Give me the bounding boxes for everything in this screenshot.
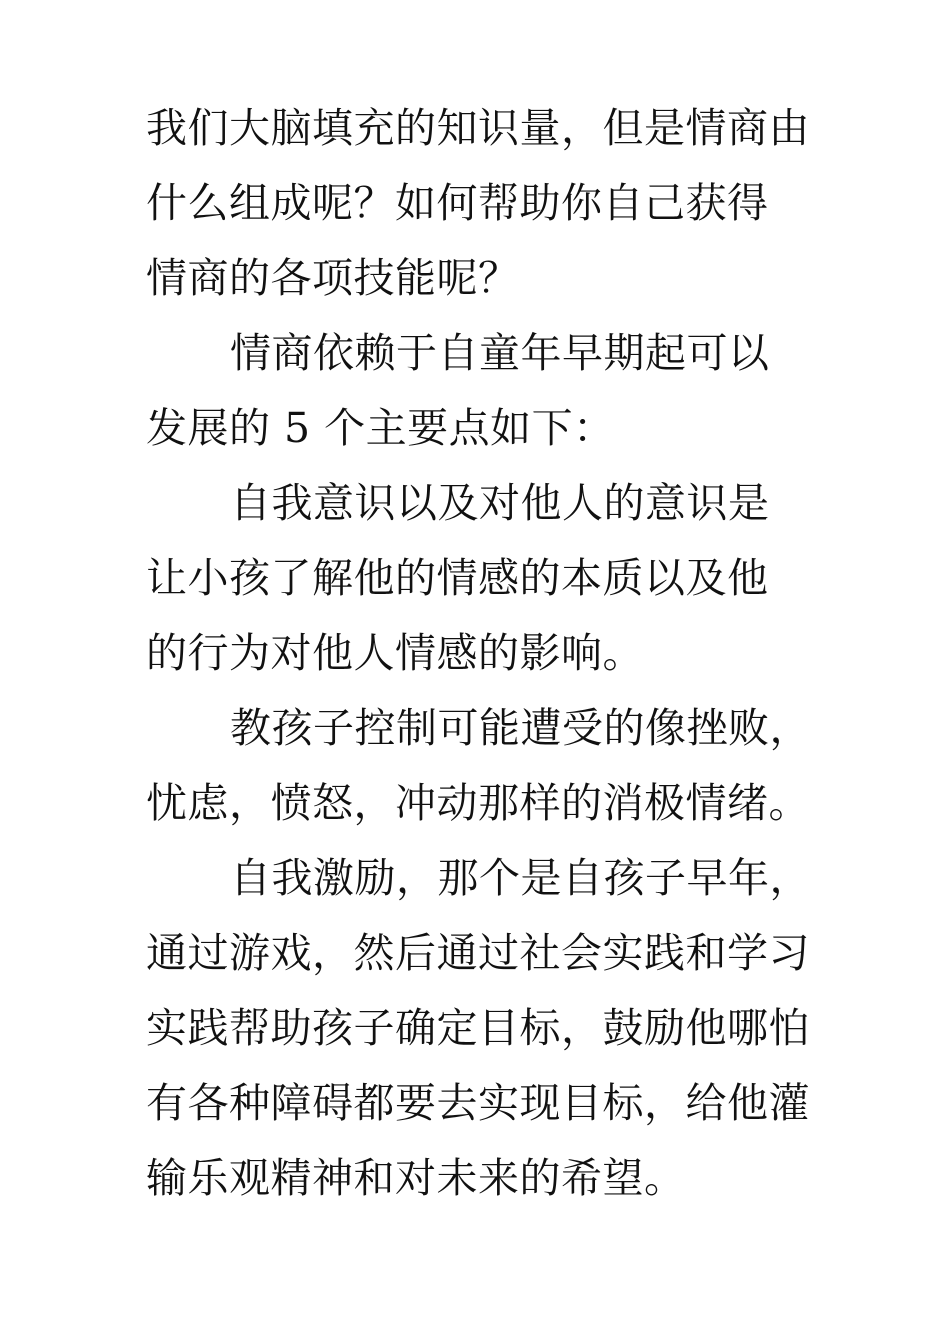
text-line: 忧虑，愤怒，冲动那样的消极情绪。 xyxy=(146,779,810,827)
text-line: 情商的各项技能呢？ xyxy=(146,254,520,302)
text-line: 的行为对他人情感的影响。 xyxy=(146,629,644,677)
paragraph-first-line: 情商依赖于自童年早期起可以 xyxy=(230,329,770,377)
text-line: 我们大脑填充的知识量，但是情商由 xyxy=(146,104,810,152)
text-line: 发展的 5 个主要点如下： xyxy=(146,404,615,452)
text-line: 通过游戏，然后通过社会实践和学习 xyxy=(146,929,810,977)
text-line: 实践帮助孩子确定目标，鼓励他哪怕 xyxy=(146,1004,810,1052)
paragraph-first-line: 自我意识以及对他人的意识是 xyxy=(230,479,770,527)
text-line: 什么组成呢？如何帮助你自己获得 xyxy=(146,179,769,227)
text-line: 有各种障碍都要去实现目标，给他灌 xyxy=(146,1079,810,1127)
text-line: 让小孩了解他的情感的本质以及他 xyxy=(146,554,769,602)
text-line: 输乐观精神和对未来的希望。 xyxy=(146,1154,686,1202)
paragraph-first-line: 教孩子控制可能遭受的像挫败， xyxy=(230,704,811,752)
paragraph-first-line: 自我激励，那个是自孩子早年， xyxy=(230,854,811,902)
document-body xyxy=(146,91,816,1216)
